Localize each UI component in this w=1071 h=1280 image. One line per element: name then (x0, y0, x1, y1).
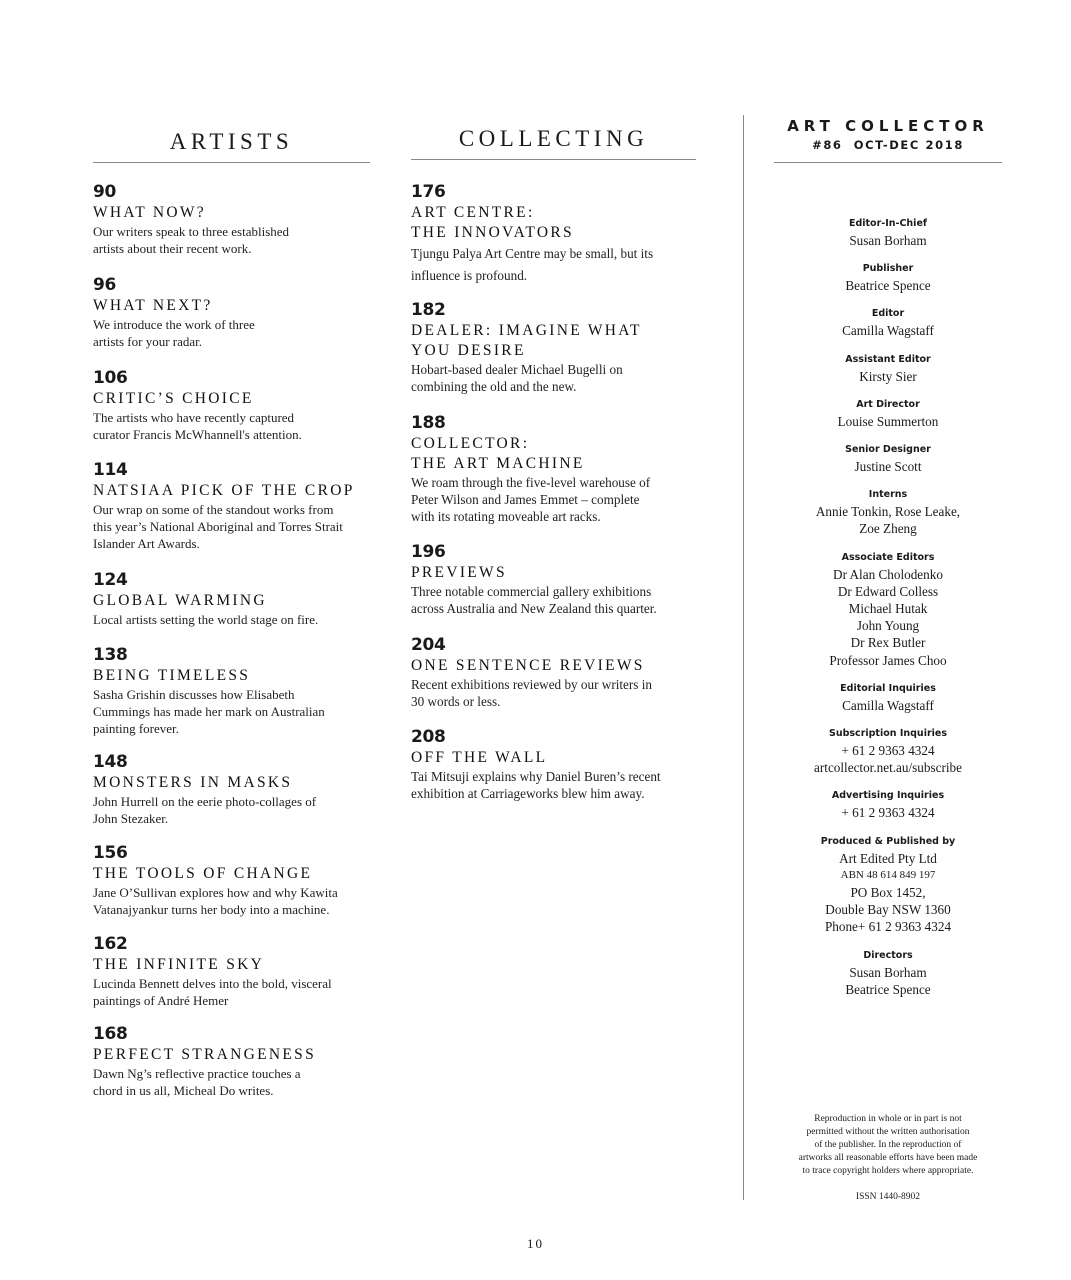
collecting-entry (411, 635, 696, 710)
credit-block (774, 353, 1002, 385)
credit-name: Susan Borham (849, 964, 927, 980)
artists-entry-title: PERFECT STRANGENESS (93, 1046, 316, 1063)
issue-info: #86 OCT-DEC 2018 (812, 138, 964, 152)
credit-name: PO Box 1452, (850, 885, 926, 901)
artists-entry-page-number: 96 (93, 275, 117, 295)
collecting-entry-title: DEALER: IMAGINE WHAT YOU DESIRE (411, 322, 642, 359)
artists-entry-page-number: 162 (93, 934, 128, 954)
credit-name: artcollector.net.au/subscribe (814, 760, 962, 776)
artists-entry-description: Our wrap on some of the standout works from this year’s National Aboriginal and Torres Strait Islander Art Awards. (93, 502, 343, 551)
credit-role: Produced & Published by (820, 835, 956, 847)
collecting-entry-description: Recent exhibitions reviewed by our writers in 30 words or less. (411, 677, 652, 709)
credit-block (774, 835, 1002, 936)
credit-name: Dr Edward Colless (837, 583, 939, 599)
credit-block (774, 307, 1002, 339)
collecting-entry-title: ONE SENTENCE REVIEWS (411, 657, 645, 674)
artists-entry (93, 368, 370, 443)
artists-entry-title: BEING TIMELESS (93, 667, 251, 684)
credit-name: Dr Rex Butler (850, 635, 926, 651)
artists-entry (93, 460, 370, 552)
collecting-entry-page-number: 204 (411, 635, 446, 655)
masthead-rule (774, 162, 1002, 163)
collecting-entry (411, 300, 696, 395)
credit-name: Louise Summerton (837, 413, 939, 429)
credit-name: + 61 2 9363 4324 (841, 805, 935, 821)
credit-block (774, 949, 1002, 998)
credit-name: Annie Tonkin, Rose Leake, (815, 504, 961, 520)
artists-entry-page-number: 156 (93, 843, 128, 863)
credit-block (774, 727, 1002, 776)
credit-role: Editor-In-Chief (848, 218, 928, 229)
artists-entry-title: THE INFINITE SKY (93, 956, 265, 973)
artists-entry (93, 570, 370, 628)
credit-block (774, 217, 1002, 249)
collecting-entry-description: Tai Mitsuji explains why Daniel Buren’s recent exhibition at Carriageworks blew him away. (411, 769, 661, 801)
credit-name: Beatrice Spence (845, 981, 931, 997)
credit-name: Phone+ 61 2 9363 4324 (824, 919, 952, 935)
copyright-disclaimer: Reproduction in whole or in part is not permitted without the written authorisation of the publisher. In the reproduction of artworks all reasonable efforts have been made to trace copyright holders where appropriate. (798, 1114, 978, 1176)
credit-role: Directors (863, 949, 913, 961)
artists-entry-title: CRITIC’S CHOICE (93, 390, 254, 407)
collecting-entry-title: PREVIEWS (411, 564, 507, 581)
artists-entry (93, 182, 370, 257)
artists-entry-page-number: 106 (93, 368, 128, 388)
credit-name: Double Bay NSW 1360 (825, 902, 951, 918)
artists-entry-page-number: 138 (93, 645, 128, 665)
collecting-entry-description: We roam through the five-level warehouse of Peter Wilson and James Emmet – complete with its rotating moveable art racks. (411, 475, 651, 524)
credit-name: Professor James Choo (829, 652, 947, 668)
credit-name: Beatrice Spence (845, 278, 931, 294)
credit-name: Camilla Wagstaff (842, 323, 934, 339)
artists-entry-description: Our writers speak to three established artists about their recent work. (93, 224, 290, 256)
artists-entry-title: GLOBAL WARMING (93, 592, 267, 609)
collecting-entry-page-number: 182 (411, 300, 446, 320)
credit-block (774, 443, 1002, 475)
magazine-title: ART COLLECTOR (787, 117, 989, 135)
artists-entry-title: WHAT NEXT? (93, 297, 213, 314)
collecting-entry-page-number: 196 (411, 542, 446, 562)
artists-entry-title: NATSIAA PICK OF THE CROP (93, 482, 355, 499)
artists-heading: ARTISTS (169, 129, 294, 154)
credit-name: Zoe Zheng (859, 521, 917, 537)
artists-entry-description: We introduce the work of three artists for your radar. (93, 317, 255, 349)
collecting-entry-title: OFF THE WALL (411, 749, 548, 766)
artists-entry (93, 752, 370, 827)
artists-entry-page-number: 148 (93, 752, 128, 772)
credit-role: Assistant Editor (845, 353, 931, 365)
credit-block (774, 488, 1002, 537)
artists-entry-description: Jane O’Sullivan explores how and why Kawita Vatanajyankur turns her body into a machine. (93, 885, 338, 917)
issn: ISSN 1440-8902 (855, 1192, 921, 1202)
artists-entry-description: Dawn Ng’s reflective practice touches a chord in us all, Micheal Do writes. (93, 1066, 301, 1098)
collecting-entry (411, 182, 696, 287)
credit-name: Camilla Wagstaff (842, 697, 934, 713)
credit-role: Advertising Inquiries (831, 790, 945, 802)
credit-name: Dr Alan Cholodenko (833, 566, 943, 582)
artists-entry-description: Local artists setting the world stage on fire. (93, 612, 319, 627)
artists-entry-title: THE TOOLS OF CHANGE (93, 865, 313, 882)
credit-name: Susan Borham (849, 233, 927, 248)
credit-name: Justine Scott (854, 459, 922, 475)
artists-heading-rule (93, 162, 370, 163)
credit-role: Senior Designer (845, 444, 931, 456)
credit-role: Editor (871, 308, 905, 320)
credit-role: Interns (868, 489, 908, 501)
artists-entry (93, 843, 370, 918)
artists-entry-description: John Hurrell on the eerie photo-collages of John Stezaker. (93, 794, 317, 826)
credit-name: John Young (856, 618, 920, 634)
artists-entry (93, 645, 370, 737)
column-divider (743, 115, 744, 1200)
artists-entry (93, 1024, 370, 1099)
collecting-entry-title: COLLECTOR: THE ART MACHINE (411, 435, 585, 472)
artists-entry-description: The artists who have recently captured curator Francis McWhannell's attention. (93, 410, 302, 442)
collecting-entry-description: Three notable commercial gallery exhibitions across Australia and New Zealand this quarter. (411, 584, 657, 616)
credit-name: Michael Hutak (848, 601, 928, 617)
page-number: 10 (527, 1236, 544, 1251)
credit-name: ABN 48 614 849 197 (840, 868, 936, 881)
credit-name: Art Edited Pty Ltd (839, 850, 937, 866)
collecting-entry-description: Hobart-based dealer Michael Bugelli on combining the old and the new. (411, 362, 623, 394)
collecting-entry-title: ART CENTRE: THE INNOVATORS (411, 204, 574, 241)
artists-entry-page-number: 90 (93, 182, 117, 202)
credit-name: Kirsty Sier (859, 368, 917, 384)
artists-entry-description: Lucinda Bennett delves into the bold, visceral paintings of André Hemer (93, 976, 332, 1008)
artists-entry-page-number: 114 (93, 460, 128, 480)
collecting-entry-page-number: 208 (411, 727, 446, 747)
credit-block (774, 262, 1002, 294)
credit-role: Associate Editors (841, 551, 935, 563)
collecting-entry-page-number: 188 (411, 413, 446, 433)
credit-role: Subscription Inquiries (829, 728, 947, 740)
artists-entry (93, 934, 370, 1009)
credits-list (774, 217, 1002, 1011)
credit-block (774, 789, 1002, 821)
artists-entry (93, 275, 370, 350)
collecting-entry-description: Tjungu Palya Art Centre may be small, but its influence is profound. (411, 246, 654, 283)
artists-entry-page-number: 124 (93, 570, 128, 590)
collecting-entry-page-number: 176 (411, 182, 446, 202)
artists-entry-title: MONSTERS IN MASKS (93, 774, 293, 791)
artists-entry-title: WHAT NOW? (93, 204, 206, 221)
artists-entry-page-number: 168 (93, 1024, 128, 1044)
credit-block (774, 398, 1002, 430)
collecting-entry (411, 542, 696, 617)
credit-role: Editorial Inquiries (840, 682, 936, 694)
credit-block (774, 682, 1002, 714)
credit-block (774, 551, 1002, 669)
credit-name: + 61 2 9363 4324 (841, 743, 935, 759)
collecting-heading: COLLECTING (458, 126, 649, 151)
credit-role: Art Director (856, 398, 920, 410)
artists-entry-description: Sasha Grishin discusses how Elisabeth Cummings has made her mark on Australian painting forever. (93, 687, 325, 736)
collecting-entry (411, 413, 696, 525)
credit-role: Publisher (862, 263, 914, 275)
collecting-entry (411, 727, 696, 802)
collecting-heading-rule (411, 159, 696, 160)
